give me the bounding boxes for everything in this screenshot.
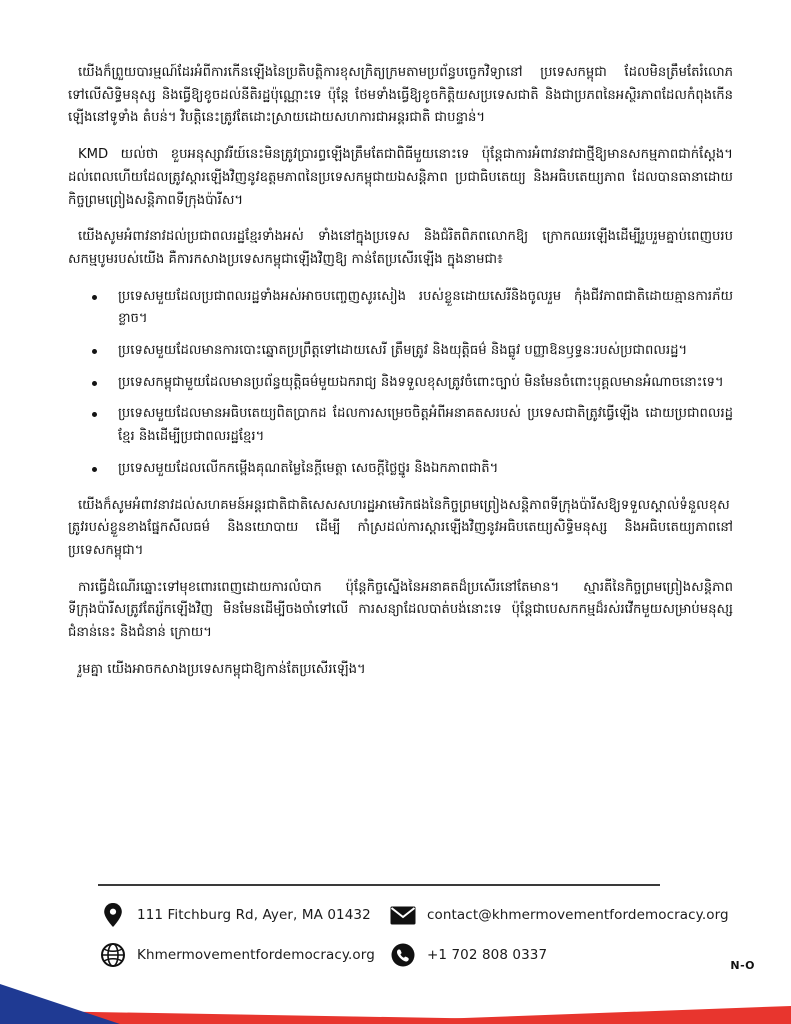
paragraph: KMD យល់ថា ខួបអនុស្សាវរីយ៍នេះមិនត្រូវប្រារព្ធឡើងត្រឹមតែជាពិធីមួយនោះទេ ប៉ុន្តែជាការអំពាវនាវជាថ្មីឱ្យមានសកម្មភាពជាក់ស្តែង។ ដល់ពេលហើយដែលត្រូវស្តារឡើងវិញនូវឧត្តមភាពនៃប្រទេសកម្ពុជាយឯសន្តិភាព ប្រជាធិបតេយ្យ និងអធិបតេយ្យភាព ដែលបានធានាដោយកិច្ចព្រមព្រៀងសន្តិភាពទីក្រុងប៉ារីស។ (68, 147, 733, 208)
footer-address (100, 902, 390, 928)
paragraph: យើងក៏សូមអំពាវនាវដល់សហគមន៍អន្តរជាតិជាតិសេសសហរដ្ឋអាមេរិកផងនៃកិច្ចព្រមព្រៀងសន្តិភាពទីក្រុងប៉ារីសឱ្យទទួលស្គាល់ទំនួលខុសត្រូវរបស់ខ្លួនខាងផ្នែកសីលធម៌ និងនយោបាយ ដើម្បី កាំស្រដល់ការស្តារឡើងវិញនូវអធិបតេយ្យសិទ្ធិមនុស្ស និងអធិបតេយ្យភាពនៅប្រទេសកម្ពុជា។ (68, 497, 733, 558)
paragraph: យើងក៏ព្រួយបារម្មណ៍ដែរអំពីការកើនឡើងនៃប្រតិបត្តិការខុសក្រិត្យក្រមតាមប្រព័ន្ធបច្ចេកវិទ្យានៅ ប្រទេសកម្ពុជា ដែលមិនត្រឹមតែរំលោភទៅលើសិទ្ធិមនុស្ស និងធ្វើឱ្យខូចដល់នីតិរដ្ឋប៉ុណ្ណោះទេ ប៉ុន្តែ ថែមទាំងធ្វើឱ្យខូចកិត្តិយសប្រទេសជាតិ និងជាប្រភពនៃអស្ថិរភាពដែលកំពុងកើនឡើងនៅទូទាំង តំបន់។ វិបត្តិនេះត្រូវតែដោះស្រាយដោយសហការជាអន្តរជាតិ ជាបន្ទាន់។ (68, 65, 733, 126)
phone-icon (390, 942, 416, 968)
paragraph: ការធ្វើដំណើរឆ្នោះទៅមុខពោរពេញដោយការលំបាក ប៉ុន្តែកិច្ចស្នើងនៃអនាគតដ៏ប្រសើរនៅតែមាន។ ស្មារតីនៃកិច្ចព្រមព្រៀងសន្តិភាពទីក្រុងប៉ារីសត្រូវតែរ្ស័កឡើងវិញ មិនមែនដើម្បីចងចាំទៅលើ ការសន្យាដែលបាត់បង់នោះទេ ប៉ុន្តែជាបេសកកម្មដ៏រស់រវើកមួយសម្រាប់មនុស្សជំនាន់នេះ និងជំនាន់ ក្រោយ។ (68, 579, 733, 641)
list-item: ប្រទេសកម្ពុជាមួយដែលមានប្រព័ន្ធយុត្តិធម៌មួយឯករាជ្យ និងទទួលខុសត្រូវចំពោះច្បាប់ មិនមែនចំពោះបុគ្គលមានអំណាចនោះទេ។ (106, 372, 733, 395)
footer-email-text: contact@khmermovementfordemocracy.org (427, 907, 729, 923)
footer-website-text: Khmermovementfordemocracy.org (137, 947, 375, 963)
location-pin-icon (100, 902, 126, 928)
paragraph: យើងសូមអំពាវនាវដល់ប្រជាពលរដ្ឋខ្មែរទាំងអស់ ទាំងនៅក្នុងប្រទេស និងជំរិតពិភពលោកឱ្យ ក្រោកឈរឡើងដើម្បីរួបរួមគ្នាប់ពេញបរបសកម្មបូមរបស់យើង គឺការកសាងប្រទេសកម្ពុជាឡើងវិញឱ្យ កាន់តែប្រសើរឡើង ក្នុងនាមជា៖ (68, 229, 733, 267)
document-body (68, 62, 733, 695)
footer-address-text: 111 Fitchburg Rd, Ayer, MA 01432 (137, 907, 371, 923)
list-item: ប្រទេសមួយដែលលើកកម្ពើងគុណតម្លៃនៃក្តីមេត្តា សេចក្តីថ្លៃថ្នូរ និងឯកភាពជាតិ។ (106, 458, 733, 481)
list-item: ប្រទេសមួយដែលមានអធិបតេយ្យពិតប្រាកដ ដែលការសម្រេចចិត្តអំពីអនាគតសរបស់ ប្រទេសជាតិត្រូវធ្វើឡើង ដោយប្រជាពលរដ្ឋខ្មែរ និងដើម្បីប្រជាពលរដ្ឋខ្មែរ។ (106, 403, 733, 448)
bullet-list (68, 286, 733, 481)
list-item: ប្រទេសមួយដែលមានការបោះឆ្នោតប្រព្រឹត្តទៅដោយសេរី ត្រឹមត្រូវ និងយុត្តិធម៌ និងធ្លូវ បញ្ញាឱនឫទ្ធនៈរបស់ប្រជាពលរដ្ឋ។ (106, 340, 733, 363)
footer-website[interactable] (100, 942, 390, 968)
watermark-logo: N-O (730, 959, 755, 972)
footer-email[interactable] (390, 902, 760, 928)
ribbon-navy-wedge (0, 984, 120, 1024)
list-item: ប្រទេសមួយដែលប្រជាពលរដ្ឋទាំងអស់អាចបញ្ចេញសូរសៀង របស់ខ្លួនដោយសេរីនិងចូលរួម កុំងជីវភាពជាតិដោយគ្មានការភ័យខ្លាច។ (106, 286, 733, 331)
closing-paragraph: រួមគ្នា យើងអាចកសាងប្រទេសកម្ពុជាឱ្យកាន់តែប្រសើរឡើង។ (78, 661, 366, 677)
envelope-icon (390, 902, 416, 928)
footer-phone[interactable] (390, 942, 760, 968)
document-footer (0, 884, 791, 1024)
decorative-ribbon (0, 984, 791, 1024)
footer-divider (98, 884, 660, 886)
globe-icon (100, 942, 126, 968)
footer-phone-text: +1 702 808 0337 (427, 947, 548, 963)
